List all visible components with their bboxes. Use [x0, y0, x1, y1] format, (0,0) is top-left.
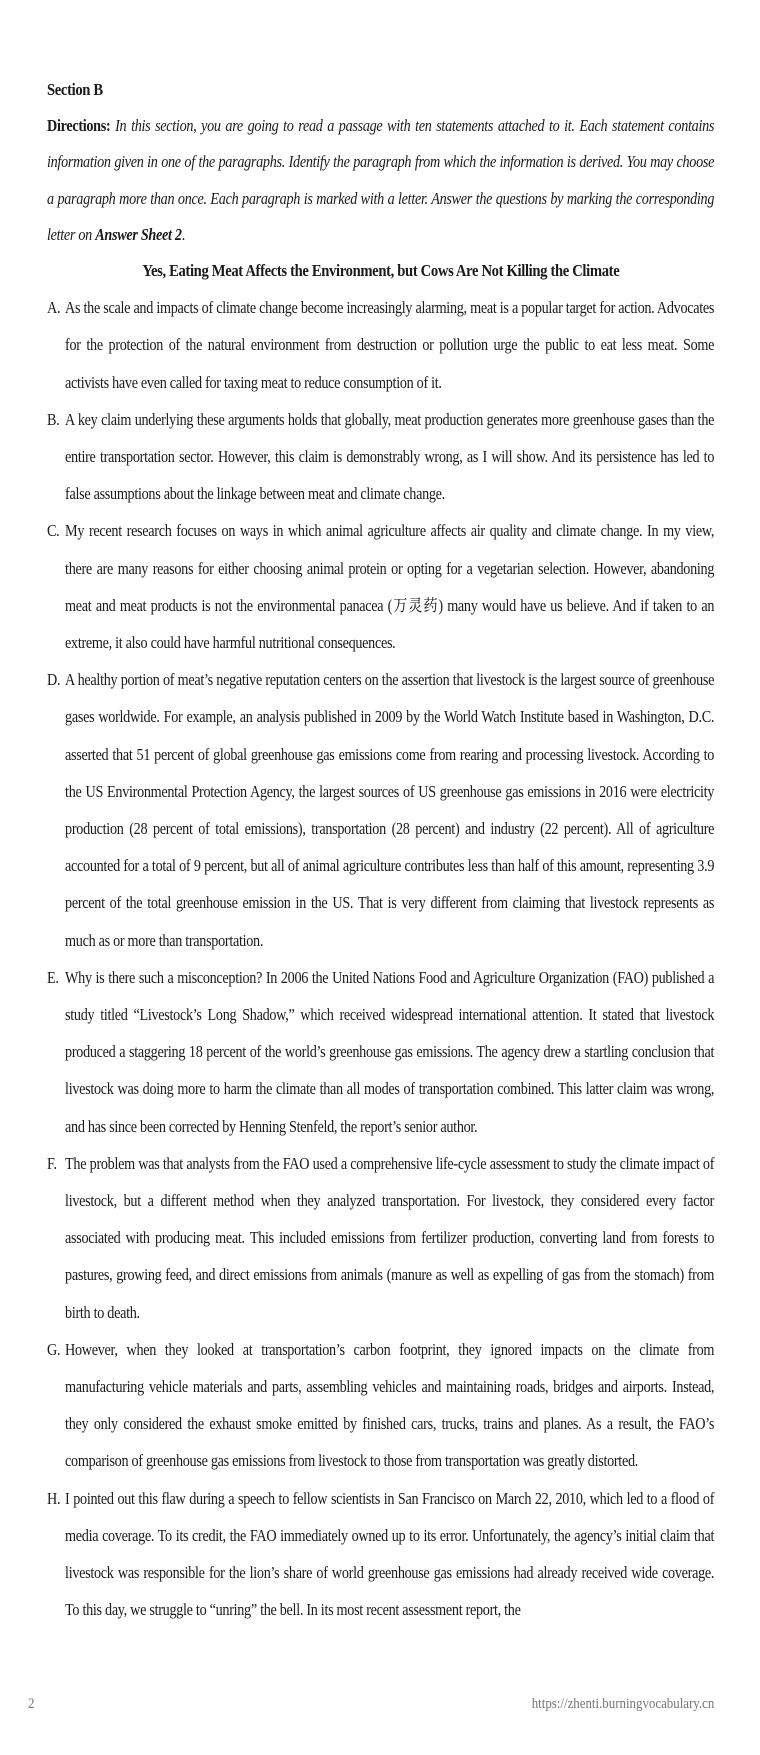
paragraph-g [47, 1331, 714, 1480]
paragraph-letter: F. [47, 1153, 57, 1173]
paragraph-a [47, 289, 714, 401]
paragraph-letter: B. [47, 409, 60, 429]
passage-title: Yes, Eating Meat Affects the Environment, but Cows Are Not Killing the Climate [141, 261, 619, 281]
page-number: 2 [28, 1696, 35, 1712]
paragraph-text: I pointed out this flaw during a speech to fellow scientists in San Francisco on March 22, 2010, which led to a flood of media coverage. To its credit, the FAO immediately owned up to its error. Unfortunately, the agency’s initial claim that livestock was responsible for the lion’s share of world greenhouse gas emissions had already received wide coverage. To this day, we struggle to “unring” the bell. In its most recent assessment report, the [65, 1488, 715, 1620]
paragraph-c [47, 512, 714, 661]
section-title: Section B [47, 80, 103, 99]
paragraph-text: Why is there such a misconception? In 2006 the United Nations Food and Agriculture Organization (FAO) published a study titled “Livestock’s Long Shadow,” which received widespread international attention. It stated that livestock produced a staggering 18 percent of the world’s greenhouse gas emissions. The agency drew a startling conclusion that livestock was doing more to harm the climate than all modes of transportation combined. This latter claim was wrong, and has since been corrected by Henning Stenfeld, the report’s senior author. [65, 967, 715, 1136]
directions-label: Directions: [47, 116, 111, 135]
paragraph-letter: H. [47, 1488, 61, 1508]
directions-end: . [181, 224, 185, 244]
paragraph-letter: A. [47, 298, 61, 318]
paragraph-list [47, 289, 714, 1628]
paragraph-text: As the scale and impacts of climate change become increasingly alarming, meat is a popular target for action. Advocates for the protection of the natural environment from destruction or pollution urge the public to eat less meat. Some activists have even called for taxing meat to reduce consumption of it. [65, 298, 715, 392]
paragraph-f [47, 1145, 714, 1331]
paragraph-letter: E. [47, 967, 59, 987]
paragraph-text: My recent research focuses on ways in which animal agriculture affects air quality and climate change. In my view, there are many reasons for either choosing animal protein or opting for a vegetarian selection. However, abandoning meat and meat products is not the environmental panacea (万灵药) many would have us believe. And if taken to an extreme, it also could have harmful nutritional consequences. [65, 521, 715, 653]
footer-url: https://zhenti.burningvocabulary.cn [531, 1696, 714, 1712]
directions-text: In this section, you are going to read a passage with ten statements attached to it. Each statement contains information given in one of the paragraphs. Identify the paragraph from which the information is derived. You may choose a paragraph more than once. Each paragraph is marked with a letter. Answer the questions by marking the corresponding letter on [47, 116, 715, 244]
paragraph-letter: C. [47, 521, 60, 541]
paragraph-letter: D. [47, 670, 61, 690]
paragraph-letter: G. [47, 1339, 61, 1359]
paragraph-text: A healthy portion of meat’s negative reputation centers on the assertion that livestock is the largest source of greenhouse gases worldwide. For example, an analysis published in 2009 by the World Watch Institute based in Washington, D.C. asserted that 51 percent of global greenhouse gas emissions come from rearing and processing livestock. According to the US Environmental Protection Agency, the largest sources of US greenhouse gas emissions in 2016 were electricity production (28 percent of total emissions), transportation (28 percent) and industry (22 percent). All of agriculture accounted for a total of 9 percent, but all of animal agriculture contributes less than half of this amount, representing 3.9 percent of the total greenhouse emission in the US. That is very different from claiming that livestock represents as much as or more than transportation. [65, 670, 715, 950]
exam-page [47, 72, 714, 1629]
paragraph-text: However, when they looked at transportation’s carbon footprint, they ignored impacts on the climate from manufacturing vehicle materials and parts, assembling vehicles and maintaining roads, bridges and airports. Instead, they only considered the exhaust smoke emitted by finished cars, trucks, trains and planes. As a result, the FAO’s comparison of greenhouse gas emissions from livestock to those from transportation was greatly distorted. [65, 1339, 715, 1471]
paragraph-d [47, 661, 714, 959]
paragraph-text: The problem was that analysts from the FAO used a comprehensive life-cycle assessment to study the climate impact of livestock, but a different method when they analyzed transportation. For livestock, they considered every factor associated with producing meat. This included emissions from fertilizer production, converting land from forests to pastures, growing feed, and direct emissions from animals (manure as well as expelling of gas from the stomach) from birth to death. [65, 1153, 715, 1322]
directions [47, 108, 714, 253]
answer-sheet-reference: Answer Sheet 2 [95, 224, 182, 244]
paragraph-b [47, 401, 714, 513]
paragraph-text: A key claim underlying these arguments holds that globally, meat production generates more greenhouse gases than the entire transportation sector. However, this claim is demonstrably wrong, as I will show. And its persistence has led to false assumptions about the linkage between meat and climate change. [65, 409, 715, 504]
paragraph-h [47, 1480, 714, 1629]
paragraph-e [47, 959, 714, 1145]
